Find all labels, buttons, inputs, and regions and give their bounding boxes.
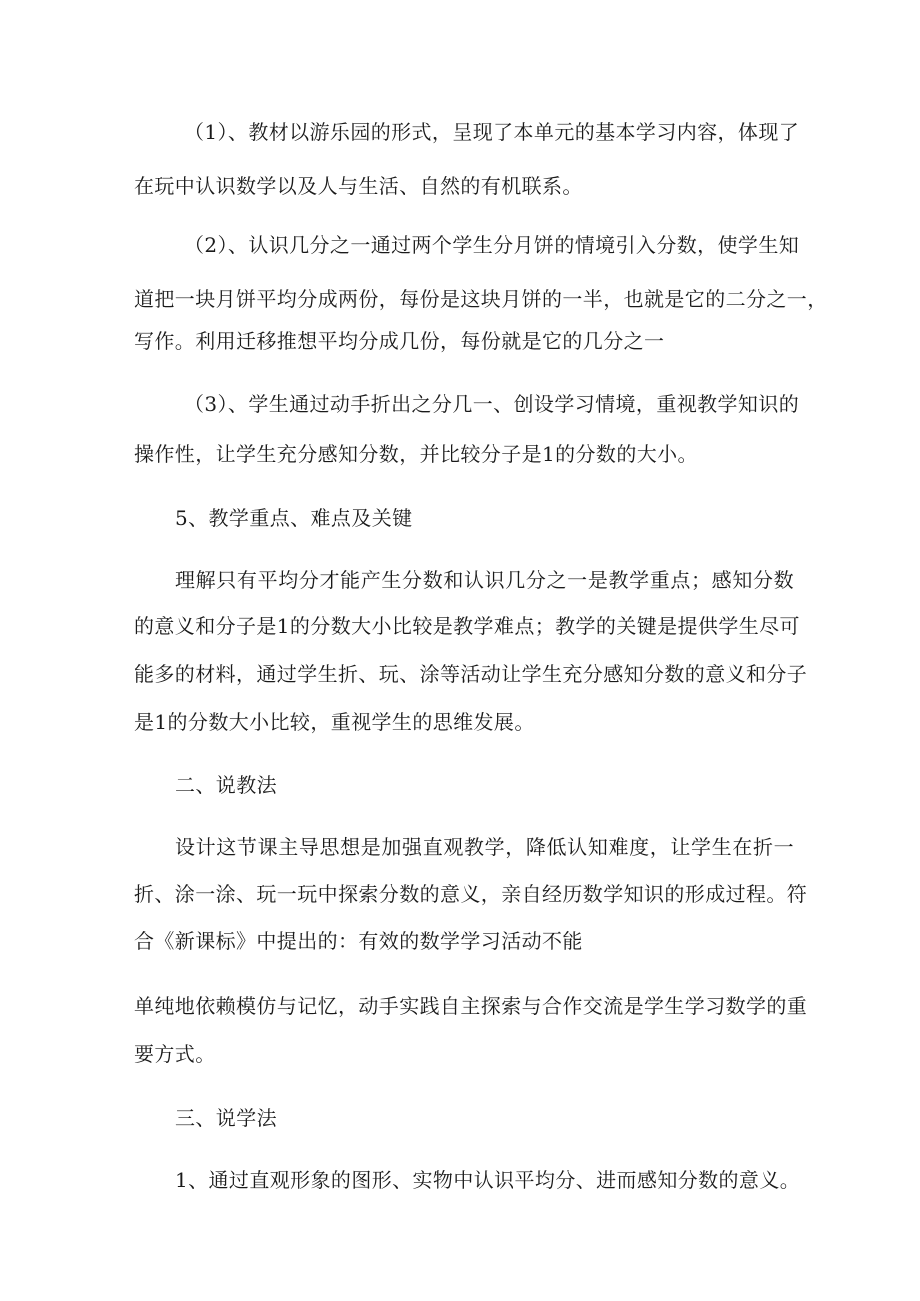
paragraph-6-line-2: 要方式。 [134,1042,216,1066]
paragraph-1-line-2: 在玩中认识数学以及人与生活、自然的有机联系。 [134,174,583,198]
paragraph-6-line-1: 单纯地依赖模仿与记忆，动手实践自主探索与合作交流是学生学习数学的重 [134,994,808,1018]
paragraph-1-line-1: （1）、教材以游乐园的形式，呈现了本单元的基本学习内容，体现了 [184,120,800,144]
paragraph-3-line-1: （3）、学生通过动手折出之分几一、创设学习情境，重视教学知识的 [184,392,800,416]
paragraph-4-line-2: 的意义和分子是1的分数大小比较是教学难点；教学的关键是提供学生尽可 [134,614,800,638]
paragraph-2-line-1: （2）、认识几分之一通过两个学生分月饼的情境引入分数，使学生知 [184,233,800,257]
paragraph-4-line-4: 是1的分数大小比较，重视学生的思维发展。 [134,710,535,734]
section-heading-learning-method: 三、说学法 [175,1106,277,1130]
paragraph-4-line-1: 理解只有平均分才能产生分数和认识几分之一是教学重点；感知分数 [175,568,794,592]
paragraph-7-line-1: 1、通过直观形象的图形、实物中认识平均分、进而感知分数的意义。 [175,1168,801,1192]
paragraph-3-line-2: 操作性，让学生充分感知分数，并比较分子是1的分数的大小。 [134,442,698,466]
paragraph-2-line-3: 写作。利用迁移推想平均分成几份，每份就是它的几分之一 [134,329,665,353]
paragraph-5-line-2: 折、涂一涂、玩一玩中探索分数的意义，亲自经历数学知识的形成过程。符 [134,882,808,906]
paragraph-2-line-2: 道把一块月饼平均分成两份，每份是这块月饼的一半，也就是它的二分之一， [134,287,828,311]
paragraph-5-line-1: 设计这节课主导思想是加强直观教学，降低认知难度，让学生在折一 [175,835,794,859]
section-heading-key-points: 5、教学重点、难点及关键 [175,506,413,530]
section-heading-teaching-method: 二、说教法 [175,773,277,797]
paragraph-5-line-3: 合《新课标》中提出的：有效的数学学习活动不能 [134,929,583,953]
paragraph-4-line-3: 能多的材料，通过学生折、玩、涂等活动让学生充分感知分数的意义和分子 [134,662,808,686]
